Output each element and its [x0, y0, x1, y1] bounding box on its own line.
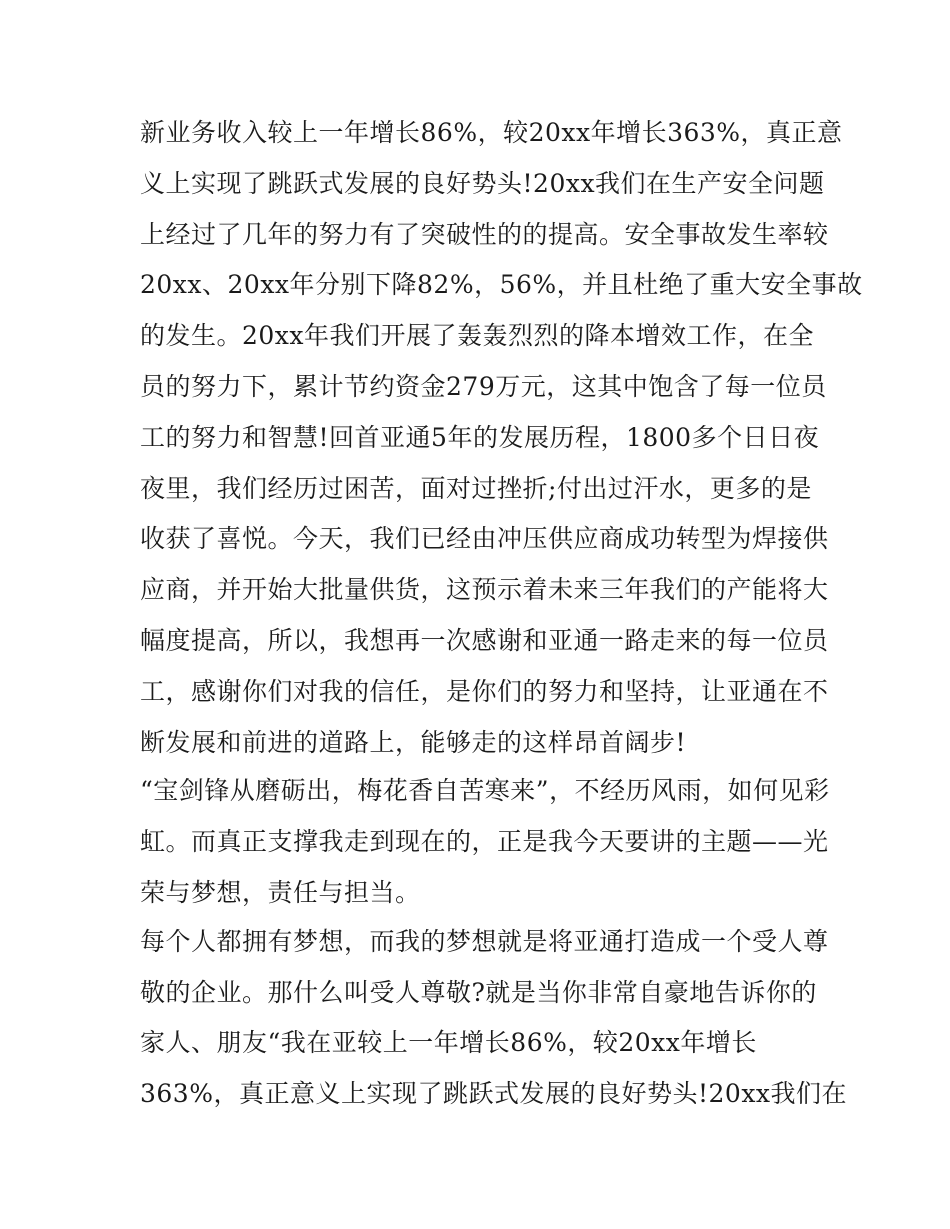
- text-line: 夜里，我们经历过困苦，面对过挫折;付出过汗水，更多的是: [140, 473, 812, 503]
- text-line: 家人、朋友“我在亚较上一年增长86%，较20xx年增长: [140, 1028, 757, 1058]
- text-line: “宝剑锋从磨砺出，梅花香自苦寒来”，不经历风雨，如何见彩: [140, 776, 830, 806]
- text-line: 每个人都拥有梦想，而我的梦想就是将亚通打造成一个受人尊: [140, 926, 829, 956]
- text-line: 敬的企业。那什么叫受人尊敬?就是当你非常自豪地告诉你的: [140, 977, 817, 1007]
- text-line: 363%，真正意义上实现了跳跃式发展的良好势头!20xx我们在: [140, 1079, 848, 1109]
- text-line: 的发生。20xx年我们开展了轰轰烈烈的降本增效工作，在全: [140, 321, 815, 351]
- text-line: 应商，并开始大批量供货，这预示着未来三年我们的产能将大: [140, 575, 829, 605]
- text-line: 收获了喜悦。今天，我们已经由冲压供应商成功转型为焊接供: [140, 524, 829, 554]
- text-line: 义上实现了跳跃式发展的良好势头!20xx我们在生产安全问题: [140, 168, 825, 198]
- body-text: [140, 108, 863, 1120]
- text-line: 员的努力下，累计节约资金279万元，这其中饱含了每一位员: [140, 371, 827, 401]
- text-line: 工，感谢你们对我的信任，是你们的努力和坚持，让亚通在不: [140, 676, 829, 706]
- text-line: 新业务收入较上一年增长86%，较20xx年增长363%，真正意: [140, 118, 843, 147]
- text-line: 断发展和前进的道路上，能够走的这样昂首阔步!: [140, 727, 687, 757]
- text-line: 虹。而真正支撑我走到现在的，正是我今天要讲的主题——光: [140, 827, 829, 857]
- text-line: 上经过了几年的努力有了突破性的的提高。安全事故发生率较: [140, 219, 829, 249]
- text-line: 幅度提高，所以，我想再一次感谢和亚通一路走来的每一位员: [140, 625, 829, 655]
- text-line: 20xx、20xx年分别下降82%，56%，并且杜绝了重大安全事故: [140, 270, 863, 300]
- text-line: 荣与梦想，责任与担当。: [140, 877, 421, 907]
- text-line: 工的努力和智慧!回首亚通5年的发展历程，1800多个日日夜: [140, 422, 820, 452]
